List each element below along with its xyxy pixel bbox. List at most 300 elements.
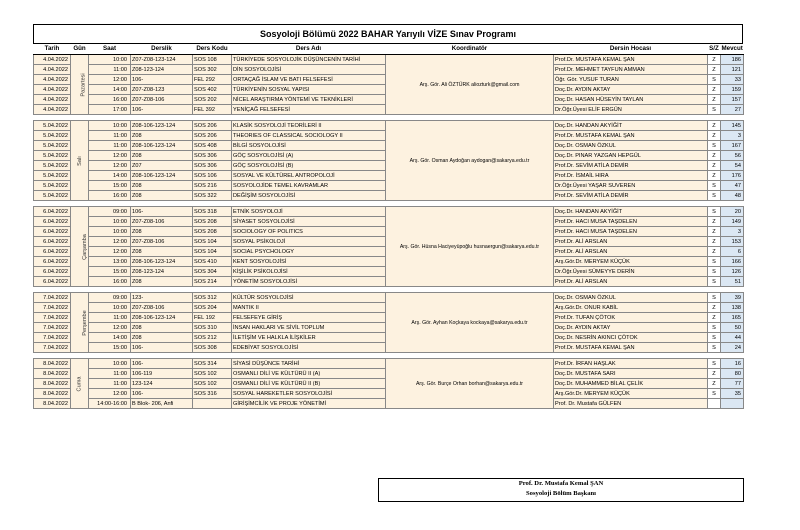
cell-instructor: Prof.Dr. ALİ ARSLAN xyxy=(554,247,708,257)
cell-instructor: Doç.Dr. AYDIN AKTAY xyxy=(554,85,708,95)
cell-date: 5.04.2022 xyxy=(34,181,71,191)
cell-count: 3 xyxy=(721,227,744,237)
cell-time: 10:00 xyxy=(89,303,131,313)
cell-instructor: Prof.Dr. SEVİM ATİLA DEMİR xyxy=(554,161,708,171)
cell-course-name: SİYASİ DÜŞÜNCE TARİHİ xyxy=(232,359,386,369)
cell-instructor: Prof.Dr. MUSTAFA KEMAL ŞAN xyxy=(554,55,708,65)
cell-date: 8.04.2022 xyxy=(34,359,71,369)
cell-sz: Z xyxy=(708,161,721,171)
cell-time: 09:00 xyxy=(89,293,131,303)
page-title: Sosyoloji Bölümü 2022 BAHAR Yarıyılı VİZE Sınav Programı xyxy=(33,24,743,44)
cell-time: 10:00 xyxy=(89,217,131,227)
cell-instructor: Prof.Dr. İRFAN HAŞLAK xyxy=(554,359,708,369)
cell-count xyxy=(721,399,744,409)
cell-sz: Z xyxy=(708,95,721,105)
day-name: Pazartesi xyxy=(80,72,87,97)
cell-room: Z08 xyxy=(131,333,193,343)
coordinator-cell: Arş. Gör. Ayhan Koçkaya kockaya@sakarya.edu.tr xyxy=(386,293,554,353)
cell-course-name: İNSAN HAKLARI VE SİVİL TOPLUM xyxy=(232,323,386,333)
signature-name: Prof. Dr. Mustafa Kemal ŞAN xyxy=(518,480,604,487)
cell-date: 5.04.2022 xyxy=(34,121,71,131)
cell-sz: S xyxy=(708,207,721,217)
cell-room: Z08-106-123-124 xyxy=(131,171,193,181)
cell-time: 14:00-16:00 xyxy=(89,399,131,409)
cell-sz: S xyxy=(708,141,721,151)
cell-count: 167 xyxy=(721,141,744,151)
cell-sz: Z xyxy=(708,217,721,227)
cell-time: 11:00 xyxy=(89,131,131,141)
cell-course-code: SOS 102 xyxy=(193,379,232,389)
cell-time: 14:00 xyxy=(89,85,131,95)
day-name: Salı xyxy=(76,155,83,166)
cell-date: 4.04.2022 xyxy=(34,65,71,75)
cell-count: 77 xyxy=(721,379,744,389)
header-time: Saat xyxy=(89,44,131,55)
header-count: Mevcut xyxy=(721,44,744,55)
cell-sz: S xyxy=(708,359,721,369)
cell-instructor: Doç.Dr. HASAN HÜSEYİN TAYLAN xyxy=(554,95,708,105)
cell-course-code: SOS 306 xyxy=(193,151,232,161)
cell-course-code: FEL 392 xyxy=(193,105,232,115)
cell-count: 176 xyxy=(721,171,744,181)
cell-course-code: SOS 302 xyxy=(193,65,232,75)
cell-sz: Z xyxy=(708,171,721,181)
cell-count: 126 xyxy=(721,267,744,277)
cell-count: 16 xyxy=(721,359,744,369)
cell-date: 4.04.2022 xyxy=(34,55,71,65)
cell-instructor: Prof.Dr. TUFAN ÇÖTOK xyxy=(554,313,708,323)
cell-sz: S xyxy=(708,257,721,267)
day-name: Cuma xyxy=(76,376,83,391)
cell-course-code: SOS 316 xyxy=(193,389,232,399)
cell-course-code: SOS 308 xyxy=(193,343,232,353)
cell-sz: Z xyxy=(708,151,721,161)
cell-count: 50 xyxy=(721,323,744,333)
cell-date: 6.04.2022 xyxy=(34,217,71,227)
cell-count: 166 xyxy=(721,257,744,267)
cell-date: 7.04.2022 xyxy=(34,333,71,343)
cell-count: 54 xyxy=(721,161,744,171)
table-row xyxy=(34,293,744,303)
cell-sz: Z xyxy=(708,237,721,247)
cell-time: 14:00 xyxy=(89,333,131,343)
cell-time: 12:00 xyxy=(89,247,131,257)
cell-instructor: Prof. Dr. Mustafa GÜLFEN xyxy=(554,399,708,409)
cell-instructor: Prof.Dr. İSMAİL HIRA xyxy=(554,171,708,181)
cell-sz: Z xyxy=(708,55,721,65)
cell-instructor: Arş.Gör.Dr. MERYEM KÜÇÜK xyxy=(554,389,708,399)
cell-count: 145 xyxy=(721,121,744,131)
cell-room: Z08 xyxy=(131,131,193,141)
cell-room: Z08 xyxy=(131,247,193,257)
cell-count: 48 xyxy=(721,191,744,201)
coordinator-cell: Arş. Gör. Ali ÖZTÜRK aliozturk@gmail.com xyxy=(386,55,554,115)
cell-room: 106- xyxy=(131,207,193,217)
cell-room: Z08-106-123-124 xyxy=(131,313,193,323)
cell-date: 7.04.2022 xyxy=(34,313,71,323)
cell-date: 8.04.2022 xyxy=(34,379,71,389)
cell-time: 12:00 xyxy=(89,237,131,247)
cell-time: 15:00 xyxy=(89,343,131,353)
coordinator-cell: Arş. Gör. Osman Aydoğan aydogan@sakarya.edu.tr xyxy=(386,121,554,201)
cell-count: 165 xyxy=(721,313,744,323)
cell-instructor: Doç.Dr. NESRİN AKINCI ÇÖTOK xyxy=(554,333,708,343)
cell-course-name: KLASİK SOSYOLOJİ TEORİLERİ II xyxy=(232,121,386,131)
cell-room: Z08-106-123-124 xyxy=(131,141,193,151)
cell-date: 7.04.2022 xyxy=(34,323,71,333)
cell-time: 15:00 xyxy=(89,181,131,191)
day-label-cell xyxy=(71,55,89,115)
cell-instructor: Doç.Dr. MUHAMMED BİLAL ÇELİK xyxy=(554,379,708,389)
cell-course-code: SOS 214 xyxy=(193,277,232,287)
cell-course-name: DİN SOSYOLOJİSİ xyxy=(232,65,386,75)
cell-sz: S xyxy=(708,343,721,353)
cell-course-code: FEL 192 xyxy=(193,313,232,323)
cell-room: Z08 xyxy=(131,277,193,287)
day-label-cell xyxy=(71,121,89,201)
cell-room: Z08 xyxy=(131,181,193,191)
cell-instructor: Doç.Dr. PINAR YAZGAN HEPGÜL xyxy=(554,151,708,161)
cell-count: 6 xyxy=(721,247,744,257)
cell-course-name: OSMANLI DİLİ VE KÜLTÜRÜ II (A) xyxy=(232,369,386,379)
cell-instructor: Doç.Dr. AYDIN AKTAY xyxy=(554,323,708,333)
cell-instructor: Prof.Dr. MUSTAFA KEMAL ŞAN xyxy=(554,343,708,353)
cell-sz: Z xyxy=(708,121,721,131)
cell-course-code: SOS 102 xyxy=(193,369,232,379)
cell-date: 5.04.2022 xyxy=(34,161,71,171)
cell-count: 27 xyxy=(721,105,744,115)
cell-course-code: SOS 410 xyxy=(193,257,232,267)
cell-date: 4.04.2022 xyxy=(34,95,71,105)
cell-time: 12:00 xyxy=(89,75,131,85)
cell-time: 10:00 xyxy=(89,227,131,237)
header-code: Ders Kodu xyxy=(193,44,232,55)
cell-room: 123- xyxy=(131,293,193,303)
cell-sz: S xyxy=(708,181,721,191)
cell-instructor: Doç.Dr. HANDAN AKYİĞİT xyxy=(554,207,708,217)
cell-course-code: SOS 202 xyxy=(193,95,232,105)
cell-count: 138 xyxy=(721,303,744,313)
cell-time: 16:00 xyxy=(89,191,131,201)
cell-sz: S xyxy=(708,277,721,287)
cell-course-name: NİCEL ARAŞTIRMA YÖNTEMİ VE TEKNİKLERİ xyxy=(232,95,386,105)
cell-room: 106- xyxy=(131,105,193,115)
cell-course-name: SOCIAL PSYCHOLOGY xyxy=(232,247,386,257)
cell-course-name: KENT SOSYOLOJİSİ xyxy=(232,257,386,267)
cell-time: 13:00 xyxy=(89,257,131,267)
cell-room: Z07-Z08-106 xyxy=(131,303,193,313)
cell-instructor: Prof.Dr. ALİ ARSLAN xyxy=(554,277,708,287)
cell-instructor: Prof.Dr. SEVİM ATİLA DEMİR xyxy=(554,191,708,201)
cell-course-name: YENİÇAĞ FELSEFESİ xyxy=(232,105,386,115)
cell-time: 11:00 xyxy=(89,141,131,151)
cell-course-name: OSMANLI DİLİ VE KÜLTÜRÜ II (B) xyxy=(232,379,386,389)
cell-instructor: Prof.Dr. ALİ ARSLAN xyxy=(554,237,708,247)
cell-date: 5.04.2022 xyxy=(34,191,71,201)
cell-date: 8.04.2022 xyxy=(34,399,71,409)
cell-sz: S xyxy=(708,389,721,399)
cell-date: 5.04.2022 xyxy=(34,141,71,151)
cell-room: Z08 xyxy=(131,227,193,237)
cell-instructor: Doç.Dr. MUSTAFA SARI xyxy=(554,369,708,379)
cell-count: 56 xyxy=(721,151,744,161)
cell-instructor: Prof.Dr. HACI MUSA TAŞDELEN xyxy=(554,227,708,237)
cell-time: 17:00 xyxy=(89,105,131,115)
cell-time: 12:00 xyxy=(89,151,131,161)
cell-course-code: SOS 206 xyxy=(193,131,232,141)
cell-count: 157 xyxy=(721,95,744,105)
cell-course-name: SOSYAL PSİKOLOJİ xyxy=(232,237,386,247)
cell-course-code: SOS 322 xyxy=(193,191,232,201)
header-room: Derslik xyxy=(131,44,193,55)
cell-course-name: BİLGİ SOSYOLOJİSİ xyxy=(232,141,386,151)
cell-time: 12:00 xyxy=(89,323,131,333)
cell-time: 12:00 xyxy=(89,161,131,171)
cell-sz: Z xyxy=(708,313,721,323)
day-name: Perşembe xyxy=(81,309,88,336)
cell-count: 20 xyxy=(721,207,744,217)
cell-course-name: GÖÇ SOSYOLOJİSİ (A) xyxy=(232,151,386,161)
cell-instructor: Dr.Öğr.Üyesi YAŞAR SUVEREN xyxy=(554,181,708,191)
signature-block xyxy=(378,478,744,502)
cell-date: 7.04.2022 xyxy=(34,343,71,353)
cell-sz: Z xyxy=(708,131,721,141)
cell-course-code: SOS 108 xyxy=(193,55,232,65)
cell-room: B Blok- 206, Anfi xyxy=(131,399,193,409)
cell-room: Z07 xyxy=(131,161,193,171)
cell-course-code: SOS 208 xyxy=(193,217,232,227)
cell-course-name: EDEBİYAT SOSYOLOJİSİ xyxy=(232,343,386,353)
cell-course-code: SOS 408 xyxy=(193,141,232,151)
cell-instructor: Dr.Öğr.Üyesi ELİF ERGÜN xyxy=(554,105,708,115)
cell-sz: Z xyxy=(708,247,721,257)
cell-room: Z08 xyxy=(131,323,193,333)
coordinator-cell: Arş. Gör. Burçe Orhan borhan@sakarya.edu.tr xyxy=(386,359,554,409)
cell-time: 10:00 xyxy=(89,359,131,369)
cell-count: 35 xyxy=(721,389,744,399)
cell-course-code: FEL 292 xyxy=(193,75,232,85)
cell-date: 5.04.2022 xyxy=(34,171,71,181)
cell-count: 24 xyxy=(721,343,744,353)
cell-instructor: Dr.Öğr.Üyesi SÜMEYYE DERİN xyxy=(554,267,708,277)
cell-course-code: SOS 104 xyxy=(193,237,232,247)
cell-course-code: SOS 106 xyxy=(193,171,232,181)
cell-room: Z08-123-124 xyxy=(131,267,193,277)
cell-count: 153 xyxy=(721,237,744,247)
cell-time: 14:00 xyxy=(89,171,131,181)
cell-course-code: SOS 312 xyxy=(193,293,232,303)
cell-sz: Z xyxy=(708,303,721,313)
cell-room: Z07-Z08-106 xyxy=(131,95,193,105)
cell-room: 106-119 xyxy=(131,369,193,379)
day-label-cell xyxy=(71,359,89,409)
schedule-body xyxy=(34,55,744,409)
cell-count: 33 xyxy=(721,75,744,85)
cell-date: 5.04.2022 xyxy=(34,131,71,141)
cell-time: 09:00 xyxy=(89,207,131,217)
cell-room: 123-124 xyxy=(131,379,193,389)
cell-date: 6.04.2022 xyxy=(34,227,71,237)
cell-count: 186 xyxy=(721,55,744,65)
cell-time: 16:00 xyxy=(89,95,131,105)
cell-course-name: SOSYOLOJİDE TEMEL KAVRAMLAR xyxy=(232,181,386,191)
cell-course-name: MANTIK II xyxy=(232,303,386,313)
cell-sz: Z xyxy=(708,369,721,379)
cell-instructor: Doç.Dr. OSMAN ÖZKUL xyxy=(554,141,708,151)
cell-course-name: THEORIES OF CLASSICAL SOCIOLOGY II xyxy=(232,131,386,141)
cell-course-code: SOS 208 xyxy=(193,227,232,237)
cell-course-name: ETNİK SOSYOLOJİ xyxy=(232,207,386,217)
cell-instructor: Doç.Dr. HANDAN AKYİĞİT xyxy=(554,121,708,131)
cell-room: 106- xyxy=(131,75,193,85)
cell-room: Z07-Z08-123-124 xyxy=(131,55,193,65)
cell-sz: S xyxy=(708,293,721,303)
cell-instructor: Arş.Gör.Dr. ONUR KABİL xyxy=(554,303,708,313)
cell-course-name: GÖÇ SOSYOLOJİSİ (B) xyxy=(232,161,386,171)
cell-sz: S xyxy=(708,191,721,201)
cell-time: 11:00 xyxy=(89,313,131,323)
cell-sz: S xyxy=(708,333,721,343)
cell-instructor: Doç.Dr. OSMAN ÖZKUL xyxy=(554,293,708,303)
exam-schedule-sheet xyxy=(33,24,743,409)
cell-course-code: SOS 206 xyxy=(193,121,232,131)
cell-room: Z07-Z08-106 xyxy=(131,217,193,227)
cell-date: 6.04.2022 xyxy=(34,267,71,277)
schedule-table xyxy=(33,44,744,409)
cell-course-code: SOS 204 xyxy=(193,303,232,313)
cell-course-name: SOCIOLOGY OF POLITICS xyxy=(232,227,386,237)
cell-count: 159 xyxy=(721,85,744,95)
cell-sz: S xyxy=(708,75,721,85)
cell-date: 4.04.2022 xyxy=(34,85,71,95)
cell-instructor: Prof.Dr. MEHMET TAYFUN AMMAN xyxy=(554,65,708,75)
cell-course-code xyxy=(193,399,232,409)
cell-time: 15:00 xyxy=(89,267,131,277)
day-label-cell xyxy=(71,293,89,353)
cell-sz: Z xyxy=(708,379,721,389)
cell-room: Z08 xyxy=(131,151,193,161)
cell-date: 6.04.2022 xyxy=(34,277,71,287)
header-date: Tarih xyxy=(34,44,71,55)
cell-date: 6.04.2022 xyxy=(34,207,71,217)
cell-room: 106- xyxy=(131,389,193,399)
cell-room: Z07-Z08-106 xyxy=(131,237,193,247)
cell-course-code: SOS 314 xyxy=(193,359,232,369)
cell-date: 7.04.2022 xyxy=(34,293,71,303)
cell-room: Z08 xyxy=(131,191,193,201)
cell-room: Z08-106-123-124 xyxy=(131,121,193,131)
cell-sz: S xyxy=(708,267,721,277)
cell-room: Z07-Z08-123 xyxy=(131,85,193,95)
cell-room: Z08-123-124 xyxy=(131,65,193,75)
cell-room: 106- xyxy=(131,343,193,353)
cell-sz: Z xyxy=(708,85,721,95)
cell-date: 7.04.2022 xyxy=(34,303,71,313)
header-row xyxy=(34,44,744,55)
table-row xyxy=(34,207,744,217)
cell-course-code: SOS 304 xyxy=(193,267,232,277)
day-label-cell xyxy=(71,207,89,287)
signature-role: Sosyoloji Bölüm Başkanı xyxy=(526,490,596,497)
cell-course-name: YÖNETİM SOSYOLOJİSİ xyxy=(232,277,386,287)
cell-sz: Z xyxy=(708,65,721,75)
cell-date: 6.04.2022 xyxy=(34,237,71,247)
cell-time: 12:00 xyxy=(89,389,131,399)
cell-time: 11:00 xyxy=(89,65,131,75)
cell-course-name: KİŞİLİK PSİKOLOJİSİ xyxy=(232,267,386,277)
cell-course-name: DEĞİŞİM SOSYOLOJİSİ xyxy=(232,191,386,201)
cell-course-code: SOS 212 xyxy=(193,333,232,343)
cell-course-name: FELSEFEYE GİRİŞ xyxy=(232,313,386,323)
cell-sz: S xyxy=(708,105,721,115)
cell-time: 11:00 xyxy=(89,379,131,389)
cell-course-name: ORTAÇAĞ İSLAM VE BATI FELSEFESİ xyxy=(232,75,386,85)
cell-course-name: TÜRKİYEDE SOSYOLOJİK DÜŞÜNCENİN TARİHİ xyxy=(232,55,386,65)
header-day: Gün xyxy=(71,44,89,55)
cell-count: 80 xyxy=(721,369,744,379)
cell-course-name: SOSYAL HAREKETLER SOSYOLOJİSİ xyxy=(232,389,386,399)
cell-count: 51 xyxy=(721,277,744,287)
cell-course-name: GİRİŞİMCİLİK VE PROJE YÖNETİMİ xyxy=(232,399,386,409)
cell-date: 6.04.2022 xyxy=(34,247,71,257)
cell-count: 39 xyxy=(721,293,744,303)
cell-instructor: Prof.Dr. HACI MUSA TAŞDELEN xyxy=(554,217,708,227)
cell-time: 10:00 xyxy=(89,121,131,131)
cell-date: 8.04.2022 xyxy=(34,369,71,379)
cell-count: 121 xyxy=(721,65,744,75)
cell-sz: S xyxy=(708,323,721,333)
table-row xyxy=(34,359,744,369)
cell-course-code: SOS 104 xyxy=(193,247,232,257)
cell-date: 8.04.2022 xyxy=(34,389,71,399)
cell-count: 47 xyxy=(721,181,744,191)
cell-room: 106- xyxy=(131,359,193,369)
cell-course-name: TÜRKİYENİN SOSYAL YAPISI xyxy=(232,85,386,95)
header-coordinator: Koordinatör xyxy=(386,44,554,55)
cell-time: 10:00 xyxy=(89,55,131,65)
cell-course-code: SOS 318 xyxy=(193,207,232,217)
cell-date: 5.04.2022 xyxy=(34,151,71,161)
cell-sz xyxy=(708,399,721,409)
cell-course-name: SİYASET SOSYOLOJİSİ xyxy=(232,217,386,227)
cell-instructor: Arş.Gör.Dr. MERYEM KÜÇÜK xyxy=(554,257,708,267)
cell-room: Z08-106-123-124 xyxy=(131,257,193,267)
cell-sz: Z xyxy=(708,227,721,237)
day-name: Çarşamba xyxy=(81,233,88,260)
cell-course-code: SOS 402 xyxy=(193,85,232,95)
cell-count: 149 xyxy=(721,217,744,227)
header-course: Ders Adı xyxy=(232,44,386,55)
header-instructor: Dersin Hocası xyxy=(554,44,708,55)
table-row xyxy=(34,121,744,131)
cell-course-name: İLETİŞİM VE HALKLA İLİŞKİLER xyxy=(232,333,386,343)
cell-count: 3 xyxy=(721,131,744,141)
header-sz: S/Z xyxy=(708,44,721,55)
cell-course-name: SOSYAL VE KÜLTÜREL ANTROPOLOJİ xyxy=(232,171,386,181)
cell-date: 4.04.2022 xyxy=(34,75,71,85)
cell-time: 16:00 xyxy=(89,277,131,287)
coordinator-cell: Arş. Gör. Hüsna Haciyeyüpoğlu husnaergun@sakarya.edu.tr xyxy=(386,207,554,287)
cell-date: 6.04.2022 xyxy=(34,257,71,267)
cell-course-code: SOS 306 xyxy=(193,161,232,171)
table-row xyxy=(34,55,744,65)
cell-time: 11:00 xyxy=(89,369,131,379)
cell-instructor: Prof.Dr. MUSTAFA KEMAL ŞAN xyxy=(554,131,708,141)
cell-instructor: Öğr. Gör. YUSUF TURAN xyxy=(554,75,708,85)
cell-course-name: KÜLTÜR SOSYOLOJİSİ xyxy=(232,293,386,303)
cell-count: 44 xyxy=(721,333,744,343)
cell-course-code: SOS 310 xyxy=(193,323,232,333)
